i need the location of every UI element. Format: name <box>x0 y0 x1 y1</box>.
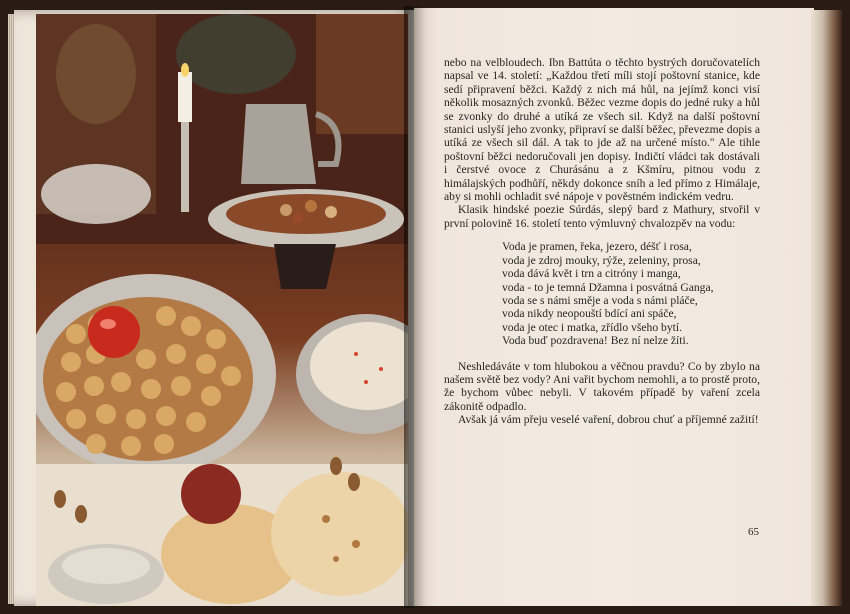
page-text <box>444 56 760 427</box>
right-page-edge <box>810 10 842 606</box>
book-gutter-shadow <box>404 6 426 608</box>
paragraph: Klasik hindské poezie Súrdás, slepý bard z Mathury, stvořil v první polovině 16. století tento výmluvný chvalozpěv na vodu: <box>444 203 760 230</box>
poem-line: voda dává květ i trn a citróny i manga, <box>502 267 681 281</box>
poem-line: Voda buď pozdravena! Bez ní nelze žíti. <box>502 334 689 348</box>
food-photo-illustration <box>36 14 408 606</box>
poem-line: Voda je pramen, řeka, jezero, déšť i rosa, <box>502 240 692 254</box>
poem-line: voda nikdy neopouští bdící ani spáče, <box>502 307 677 321</box>
poem-line: voda je zdroj mouky, rýže, zeleniny, prosa, <box>502 253 701 267</box>
poem-line: voda se s námi směje a voda s námi pláče, <box>502 293 698 307</box>
page-number: 65 <box>748 526 759 538</box>
paragraph: nebo na velbloudech. Ibn Battúta o těchto bystrých doručovatelích napsal ve 14. století: „Každou třetí míli stojí poštovní stanice, kde sedí připravení běžci. Každý z nich má hůl, na jejímž konci visí několik mosazných zvonků. Běžec vezme dopis do jedné ruky a hůl se zvonky do druhé a utíká ze všech sil. Když na další poštovní stanici uslyší jeho zvonky, připraví se další běžec, převezme dopis a utíká ze všech sil dál. A tak to jde až na určené místo." Ale tihle poštovní běžci nedoručovali jen dopisy. Indičtí vládci tak dostávali i čerstvé ovoce z Churásánu a z Kšmíru, pitnou vodu z himálajských podhůří, někdy dokonce sníh a led přímo z Himálaje, aby si mohli ochladit své nápoje v pověstném indickém vedru. <box>444 56 760 204</box>
poem <box>502 240 760 347</box>
paragraph: Neshledáváte v tom hlubokou a věčnou pravdu? Co by zbylo na našem světě bez vody? Ani vařit bychom nemohli, a to prostě proto, že bychom vůbec nebyli. V takovém případě by vaření zcela zákonitě odpadlo. <box>444 359 760 413</box>
paragraph: Avšak já vám přeju veselé vaření, dobrou chuť a příjemné zažití! <box>458 413 759 427</box>
food-photo <box>36 14 408 606</box>
poem-line: voda - to je temná Džamna i posvátná Ganga, <box>502 280 714 294</box>
poem-line: voda je otec i matka, zřídlo všeho bytí. <box>502 320 682 334</box>
